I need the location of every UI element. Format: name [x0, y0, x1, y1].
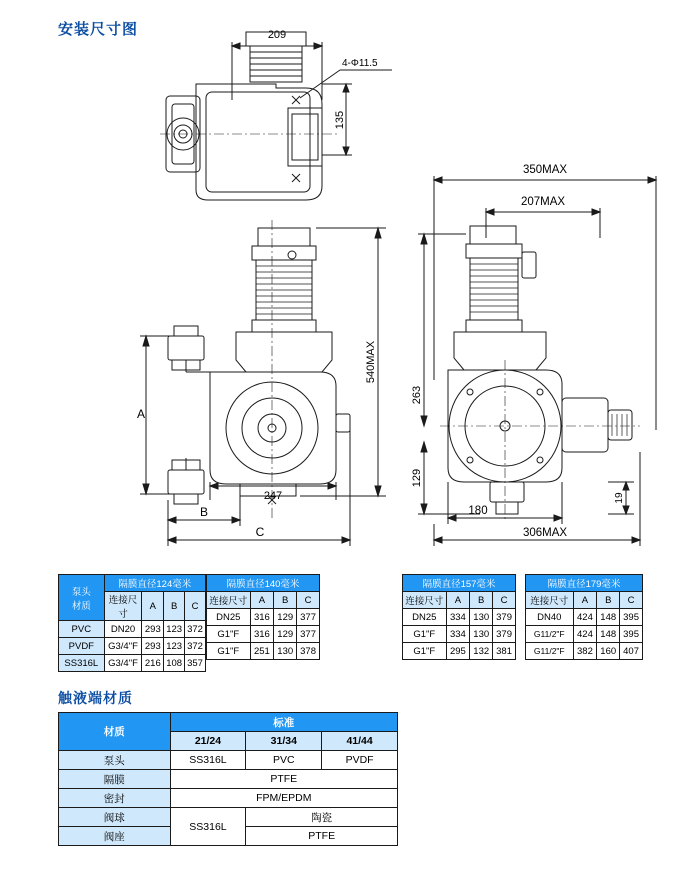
table-row	[207, 609, 320, 626]
row-c-1-0: 377	[297, 609, 320, 626]
col-a-1: A	[250, 592, 274, 609]
mat-cell-1-0: PTFE	[170, 770, 397, 789]
page-title-install: 安装尺寸图	[58, 21, 139, 38]
dim-306max: 306MAX	[522, 527, 568, 539]
row-b-2-2: 132	[470, 643, 493, 660]
row-b-0-2: 108	[164, 655, 185, 672]
col-b-3: B	[597, 592, 620, 609]
mat-std-col-2: 41/44	[322, 732, 398, 751]
row-conn-1-1: G1"F	[207, 626, 251, 643]
row-b-0-1: 123	[164, 638, 185, 655]
col-a-0: A	[142, 592, 164, 621]
col-b-2: B	[470, 592, 493, 609]
row-conn-2-1: G1"F	[403, 626, 447, 643]
dim-129: 129	[411, 468, 423, 488]
dim-hole: 4-Φ11.5	[342, 58, 378, 69]
col-a-3: A	[573, 592, 597, 609]
row-c-0-1: 372	[185, 638, 206, 655]
table-row	[403, 643, 516, 660]
row-a-1-1: 316	[250, 626, 274, 643]
col-c-1: C	[297, 592, 320, 609]
row-conn-0-2: G3/4"F	[104, 655, 142, 672]
row-c-2-0: 379	[493, 609, 516, 626]
row-conn-3-1: G11/2"F	[526, 626, 574, 643]
row-c-3-0: 395	[620, 609, 643, 626]
mat-row-label-3: 阀球	[59, 808, 171, 827]
row-b-3-2: 160	[597, 643, 620, 660]
table-row	[526, 609, 643, 626]
row-b-3-1: 148	[597, 626, 620, 643]
dimension-table-group-3	[525, 574, 643, 660]
mat-std-col-1: 31/34	[246, 732, 322, 751]
dimension-table-corner	[58, 574, 206, 672]
group-title-3: 隔膜直径179毫米	[526, 575, 643, 592]
row-conn-2-0: DN25	[403, 609, 447, 626]
group-title-2: 隔膜直径157毫米	[403, 575, 516, 592]
row-mat-0-0: PVC	[59, 621, 105, 638]
mat-cell-0-0: SS316L	[170, 751, 246, 770]
mat-cell-2-0: FPM/EPDM	[170, 789, 397, 808]
row-conn-0-0: DN20	[104, 621, 142, 638]
group-title-0: 隔膜直径124毫米	[104, 575, 205, 592]
row-b-2-0: 130	[470, 609, 493, 626]
row-a-3-0: 424	[573, 609, 597, 626]
row-c-0-0: 372	[185, 621, 206, 638]
row-conn-2-2: G1"F	[403, 643, 447, 660]
sub-header-conn-3: 连接尺寸	[526, 592, 574, 609]
dimension-table-group-2	[402, 574, 516, 660]
mat-cell-4-0: PTFE	[246, 827, 398, 846]
row-c-0-2: 357	[185, 655, 206, 672]
mat-col-material: 材质	[59, 713, 171, 751]
table-row	[59, 621, 206, 638]
mat-cell-3-1: 陶瓷	[246, 808, 398, 827]
mat-cell-0-1: PVC	[246, 751, 322, 770]
row-b-1-2: 130	[274, 643, 297, 660]
row-c-3-2: 407	[620, 643, 643, 660]
col-c-0: C	[185, 592, 206, 621]
table-row	[403, 626, 516, 643]
row-conn-3-2: G11/2"F	[526, 643, 574, 660]
row-a-2-2: 295	[446, 643, 470, 660]
table-row	[526, 626, 643, 643]
row-c-2-1: 379	[493, 626, 516, 643]
corner-label-1: 泵头	[71, 586, 91, 598]
col-a-2: A	[446, 592, 470, 609]
row-a-2-0: 334	[446, 609, 470, 626]
corner-label-2: 材质	[71, 600, 91, 612]
col-b-0: B	[164, 592, 185, 621]
mat-row-label-0: 泵头	[59, 751, 171, 770]
mat-row-label-2: 密封	[59, 789, 171, 808]
row-conn-1-0: DN25	[207, 609, 251, 626]
row-b-3-0: 148	[597, 609, 620, 626]
row-b-2-1: 130	[470, 626, 493, 643]
mat-cell-0-2: PVDF	[322, 751, 398, 770]
row-mat-0-2: SS316L	[59, 655, 105, 672]
table-row	[59, 751, 398, 770]
table-row	[207, 643, 320, 660]
dimension-table-group-1	[206, 574, 320, 660]
dim-209: 209	[267, 29, 287, 41]
mat-std-col-0: 21/24	[170, 732, 246, 751]
row-a-0-0: 293	[142, 621, 164, 638]
row-b-1-1: 129	[274, 626, 297, 643]
dim-263: 263	[411, 385, 423, 405]
dim-247: 247	[263, 490, 283, 502]
dim-540max: 540MAX	[365, 340, 377, 384]
row-a-1-2: 251	[250, 643, 274, 660]
dim-b: B	[199, 505, 209, 519]
row-conn-3-0: DN40	[526, 609, 574, 626]
group-title-1: 隔膜直径140毫米	[207, 575, 320, 592]
mat-row-label-1: 隔膜	[59, 770, 171, 789]
row-a-3-1: 424	[573, 626, 597, 643]
dim-c: C	[255, 525, 265, 539]
row-c-1-2: 378	[297, 643, 320, 660]
mat-cell-3-0: SS316L	[170, 808, 246, 846]
col-c-2: C	[493, 592, 516, 609]
mat-row-label-4: 阀座	[59, 827, 171, 846]
table-row	[59, 655, 206, 672]
row-conn-1-2: G1"F	[207, 643, 251, 660]
col-c-3: C	[620, 592, 643, 609]
dim-19: 19	[614, 492, 625, 504]
row-a-1-0: 316	[250, 609, 274, 626]
row-b-1-0: 129	[274, 609, 297, 626]
dim-350max: 350MAX	[522, 164, 568, 176]
table-row	[207, 626, 320, 643]
row-a-3-2: 382	[573, 643, 597, 660]
table-row	[403, 609, 516, 626]
sub-header-conn-2: 连接尺寸	[403, 592, 447, 609]
page-title-wetted: 触液端材质	[58, 690, 133, 706]
dim-207max: 207MAX	[520, 196, 566, 208]
dim-135: 135	[334, 110, 346, 130]
table-row	[526, 643, 643, 660]
row-mat-0-1: PVDF	[59, 638, 105, 655]
table-row	[59, 770, 398, 789]
wetted-material-table	[58, 712, 398, 846]
table-row	[59, 808, 398, 827]
row-a-0-2: 216	[142, 655, 164, 672]
table-row	[59, 789, 398, 808]
dim-180: 180	[468, 505, 488, 517]
row-a-2-1: 334	[446, 626, 470, 643]
dim-a: A	[136, 407, 146, 421]
row-c-3-1: 395	[620, 626, 643, 643]
row-c-2-2: 381	[493, 643, 516, 660]
sub-header-conn-0: 连接尺寸	[104, 592, 142, 621]
sub-header-conn-1: 连接尺寸	[207, 592, 251, 609]
table-row	[59, 638, 206, 655]
row-c-1-1: 377	[297, 626, 320, 643]
row-conn-0-1: G3/4"F	[104, 638, 142, 655]
col-b-1: B	[274, 592, 297, 609]
row-b-0-0: 123	[164, 621, 185, 638]
mat-col-standard: 标准	[170, 713, 397, 732]
row-a-0-1: 293	[142, 638, 164, 655]
